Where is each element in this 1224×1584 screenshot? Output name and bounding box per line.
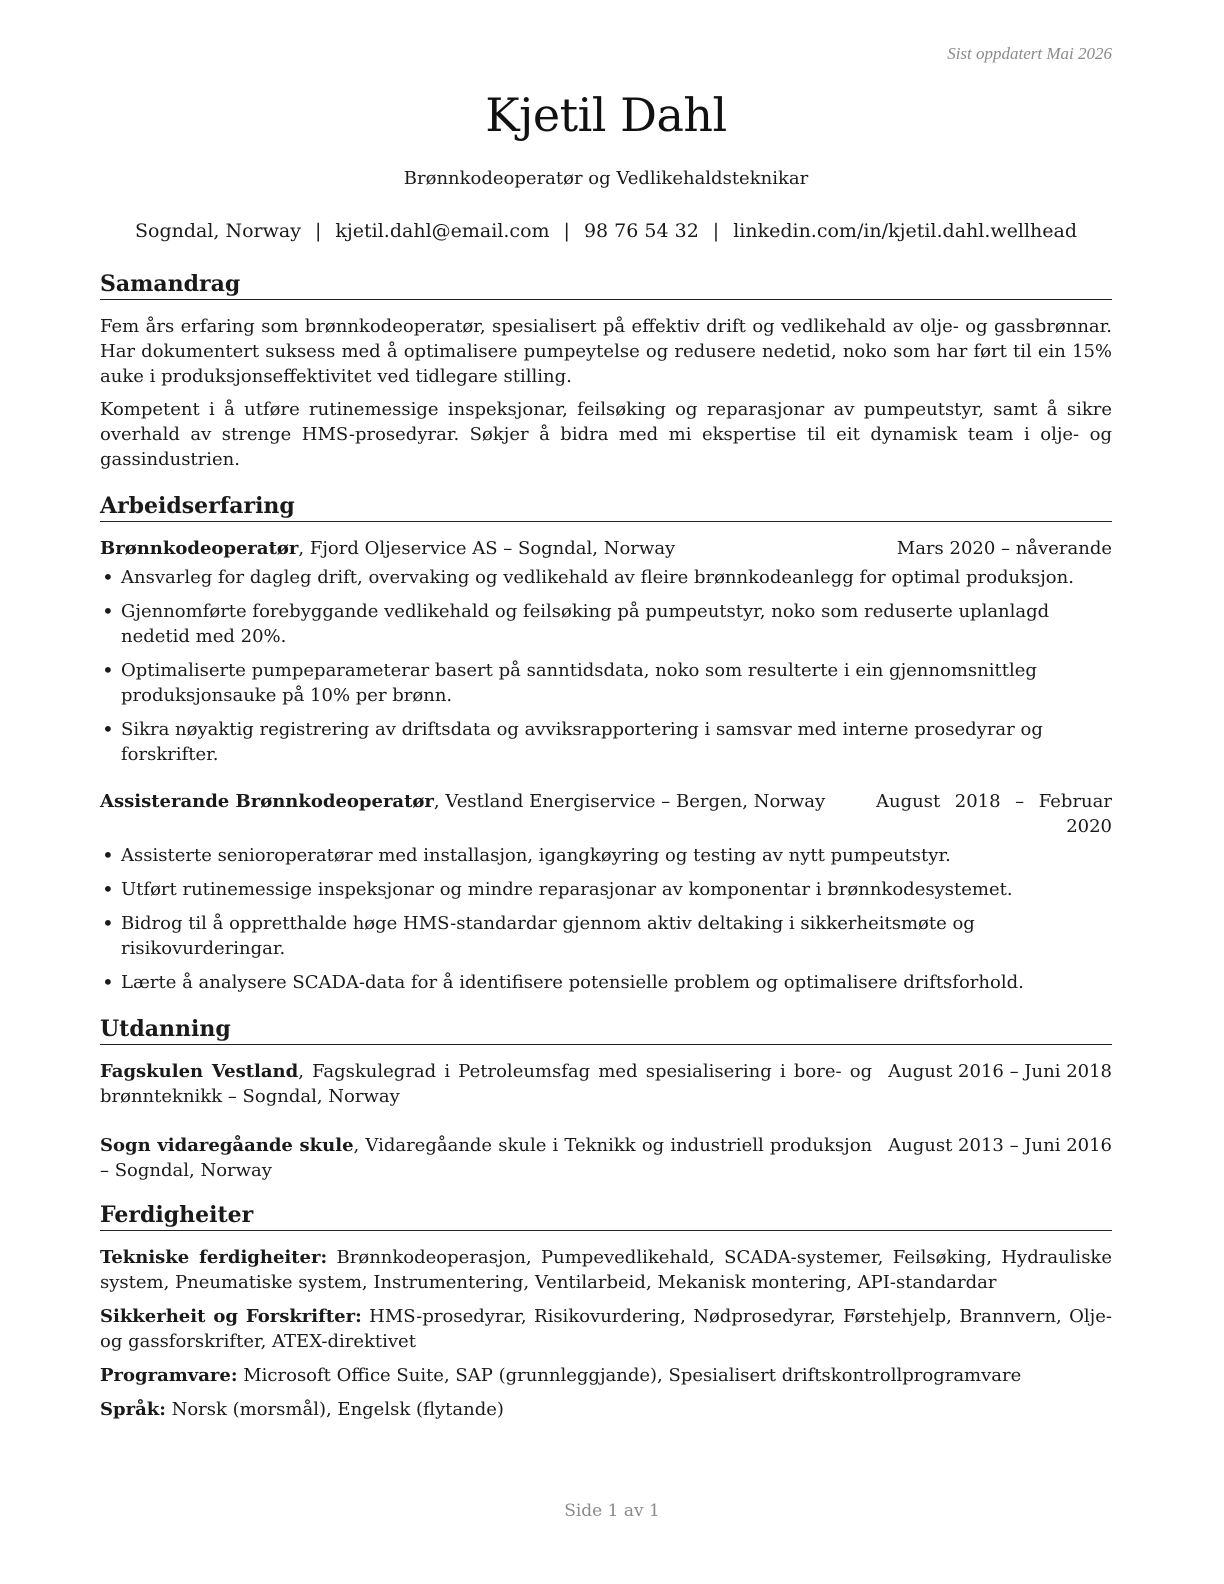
job-role: Assisterande Brønnkodeoperatør — [100, 791, 434, 812]
school-name: Sogn vidaregåande skule — [100, 1135, 354, 1156]
education-dates: August 2013 – Juni 2016 — [888, 1135, 1112, 1156]
contact-separator: | — [563, 220, 570, 242]
education-line — [100, 1059, 888, 1109]
skill-group — [100, 1245, 1112, 1295]
job-duties — [100, 565, 1112, 767]
job-role: Brønnkodeoperatør — [100, 538, 299, 559]
skill-group — [100, 1304, 1112, 1354]
job-header — [100, 536, 1112, 561]
education-line — [100, 1133, 888, 1183]
skill-value: HMS-prosedyrar, Risikovurdering, Nødprosedyrar, Førstehjelp, Brannvern, Olje- og gassforskrifter, ATEX-direktivet — [100, 1306, 1112, 1352]
candidate-title: Brønnkodeoperatør og Vedlikehaldsteknikar — [403, 168, 809, 189]
list-item: • Utført rutinemessige inspeksjonar og mindre reparasjonar av komponentar i brønnkodesystemet. — [100, 877, 1112, 902]
skill-group — [100, 1363, 1112, 1388]
page-number: Side 1 av 1 — [564, 1501, 660, 1521]
job-dates: August 2018 – Februar 2020 — [876, 791, 1112, 837]
last-updated: Sist oppdatert Mai 2026 — [947, 44, 1112, 63]
school-details: , Fagskulegrad i Petroleumsfag med spesialisering i bore- og brønnteknikk – Sogndal, Norway — [100, 1061, 873, 1107]
education-dates: August 2016 – Juni 2018 — [888, 1061, 1112, 1082]
skill-label: Programvare: — [100, 1365, 238, 1386]
contact-location: Sogndal, Norway — [134, 220, 301, 242]
contact-linkedin[interactable]: linkedin.com/in/kjetil.dahl.wellhead — [733, 220, 1078, 242]
education-section — [100, 1015, 1112, 1183]
candidate-name: Kjetil Dahl — [485, 88, 727, 142]
section-heading: Ferdigheiter — [100, 1201, 1112, 1231]
section-heading: Arbeidserfaring — [100, 492, 1112, 522]
contact-separator: | — [314, 220, 322, 242]
list-item: • Gjennomførte forebyggande vedlikehald og feilsøking på pumpeutstyr, noko som reduserte uplanlagd nedetid med 20%. — [100, 599, 1112, 649]
job-entry — [100, 789, 1112, 995]
summary-paragraph: Kompetent i å utføre rutinemessige inspeksjonar, feilsøking og reparasjonar av pumpeutstyr, samt å sikre overhald av strenge HMS-prosedyrar. Søkjer å bidra med mi ekspertise til eit dynamisk team i olje- og gassindustrien. — [100, 399, 1112, 470]
list-item: • Sikra nøyaktig registrering av driftsdata og avviksrapportering i samsvar med interne prosedyrar og forskrifter. — [100, 717, 1112, 767]
contact-email[interactable]: kjetil.dahl@email.com — [335, 220, 550, 242]
skill-label: Tekniske ferdigheiter: — [100, 1247, 328, 1268]
job-employer: , Fjord Oljeservice AS – Sogndal, Norway — [298, 538, 676, 559]
education-entry — [100, 1059, 1112, 1109]
skills-section — [100, 1201, 1112, 1422]
skill-value: Microsoft Office Suite, SAP (grunnleggjande), Spesialisert driftskontrollprogramvare — [237, 1365, 1022, 1386]
summary-paragraph: Fem års erfaring som brønnkodeoperatør, spesialisert på effektiv drift og vedlikehald av olje- og gassbrønnar. Har dokumentert suksess med å optimalisere pumpeytelse og redusere nedetid, noko som har ført til ein 15% auke i produksjonseffektivitet ved tidlegare stilling. — [100, 316, 1112, 387]
summary-section — [100, 270, 1112, 472]
list-item: • Ansvarleg for dagleg drift, overvaking og vedlikehald av fleire brønnkodeanlegg for optimal produksjon. — [100, 565, 1112, 590]
job-header — [100, 789, 1112, 839]
list-item: • Optimaliserte pumpeparameterar basert på sanntidsdata, noko som resulterte i ein gjennomsnittleg produksjonsauke på 10% per brønn. — [100, 658, 1112, 708]
skill-group — [100, 1397, 1112, 1422]
resume-content — [100, 270, 1112, 1431]
job-employer: , Vestland Energiservice – Bergen, Norway — [433, 791, 826, 812]
list-item: • Lærte å analysere SCADA-data for å identifisere potensielle problem og optimalisere driftsforhold. — [100, 970, 1112, 995]
job-entry — [100, 536, 1112, 767]
education-entry — [100, 1133, 1112, 1183]
contact-phone: 98 76 54 32 — [583, 220, 699, 242]
job-dates: Mars 2020 – nåverande — [896, 538, 1112, 559]
skill-label: Språk: — [100, 1399, 166, 1420]
contact-line — [100, 220, 1112, 242]
job-title-line — [100, 536, 897, 561]
section-heading: Utdanning — [100, 1015, 1112, 1045]
job-title-line — [100, 789, 876, 814]
skill-label: Sikkerheit og Forskrifter: — [100, 1306, 362, 1327]
job-duties — [100, 843, 1112, 995]
list-item: • Bidrog til å oppretthalde høge HMS-standardar gjennom aktiv deltaking i sikkerheitsmøte og risikovurderingar. — [100, 911, 1112, 961]
skill-value: Brønnkodeoperasjon, Pumpevedlikehald, SCADA-systemer, Feilsøking, Hydrauliske system, Pneumatiske system, Instrumentering, Ventilarbeid, Mekanisk montering, API-standardar — [100, 1247, 1112, 1293]
experience-section — [100, 492, 1112, 995]
contact-separator: | — [712, 220, 720, 242]
school-details: , Vidaregåande skule i Teknikk og industriell produksjon – Sogndal, Norway — [100, 1135, 873, 1181]
skill-value: Norsk (morsmål), Engelsk (flytande) — [165, 1399, 504, 1420]
section-heading: Samandrag — [100, 270, 1112, 300]
list-item: • Assisterte senioroperatørar med installasjon, igangkøyring og testing av nytt pumpeutstyr. — [100, 843, 1112, 868]
school-name: Fagskulen Vestland — [100, 1061, 299, 1082]
